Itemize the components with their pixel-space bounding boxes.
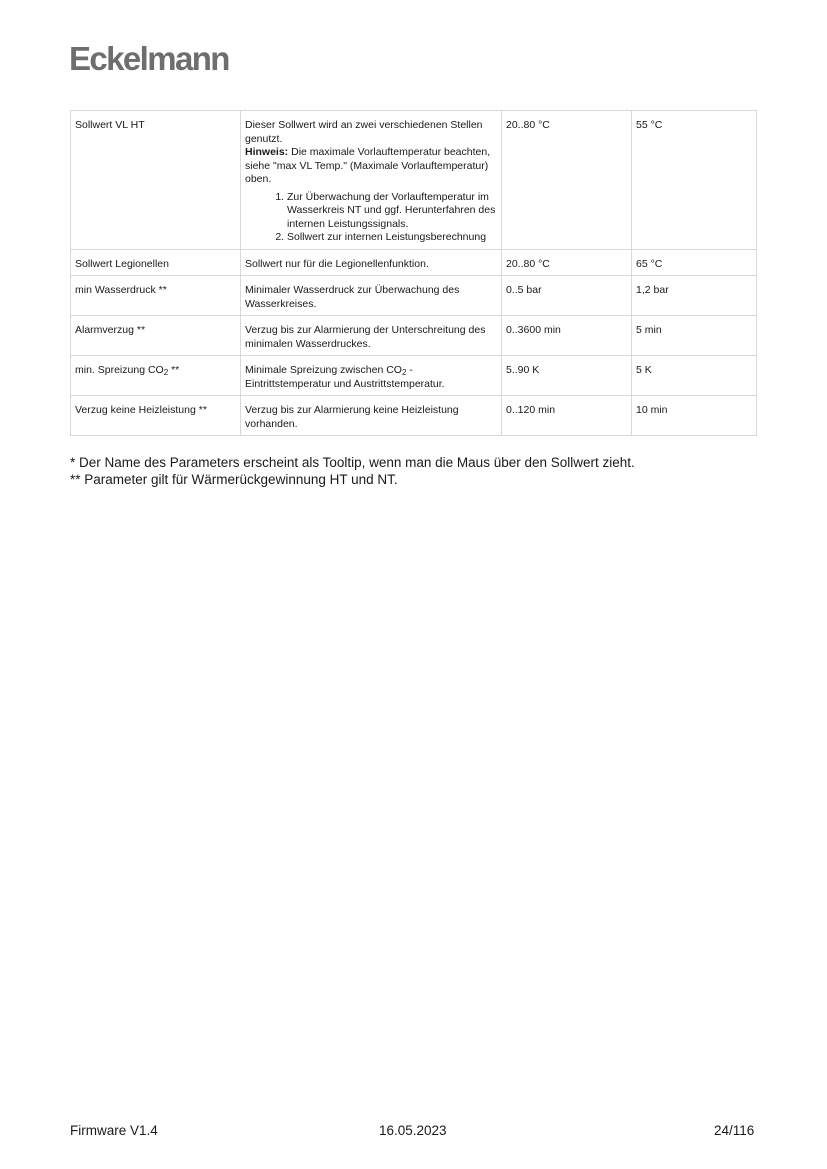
list-item: 2. Sollwert zur internen Leistungsberechnung (287, 231, 497, 245)
table-row (71, 276, 757, 316)
footnotes (70, 454, 635, 488)
param-name-cell: Sollwert VL HT (71, 111, 241, 250)
param-name-cell: Verzug keine Heizleistung ** (71, 396, 241, 436)
param-default-cell: 65 °C (632, 249, 757, 276)
table-row (71, 396, 757, 436)
footer-version: Firmware V1.4 (70, 1123, 158, 1138)
name-suffix: ** (168, 364, 180, 376)
table-row (71, 249, 757, 276)
subscript: 2 (163, 368, 169, 377)
param-range-cell: 20..80 °C (502, 111, 632, 250)
footnote: ** Parameter gilt für Wärmerückgewinnung HT und NT. (70, 472, 398, 487)
param-name-cell: Alarmverzug ** (71, 316, 241, 356)
param-default-cell: 10 min (632, 396, 757, 436)
footer-page-number: 24/116 (714, 1123, 755, 1138)
param-range-cell: 0..5 bar (502, 276, 632, 316)
param-name-cell (71, 356, 241, 396)
param-range-cell: 0..3600 min (502, 316, 632, 356)
param-default-cell: 5 K (632, 356, 757, 396)
param-description-cell: Verzug bis zur Alarmierung keine Heizleistung vorhanden. (241, 396, 502, 436)
description-intro: Dieser Sollwert wird an zwei verschiedenen Stellen genutzt. (245, 119, 483, 145)
param-default-cell: 55 °C (632, 111, 757, 250)
company-logo: Eckelmann (69, 40, 229, 77)
description-steps (245, 191, 497, 245)
note-label: Hinweis: (245, 146, 289, 158)
table-row (71, 111, 757, 250)
param-description-cell (241, 356, 502, 396)
param-description-cell: Minimaler Wasserdruck zur Überwachung des Wasserkreises. (241, 276, 502, 316)
subscript: 2 (401, 368, 407, 377)
description-note (245, 146, 497, 187)
name-text: min. Spreizung CO (75, 364, 164, 376)
param-name-cell: Sollwert Legionellen (71, 249, 241, 276)
param-range-cell: 5..90 K (502, 356, 632, 396)
desc-text: Minimale Spreizung zwischen CO (245, 364, 402, 376)
desc-text-end: - Eintrittstemperatur und Austrittstemperatur. (245, 364, 445, 390)
footnote: * Der Name des Parameters erscheint als Tooltip, wenn man die Maus über den Sollwert zieht. (70, 455, 635, 470)
param-default-cell: 1,2 bar (632, 276, 757, 316)
table-row (71, 316, 757, 356)
list-item: 1. Zur Überwachung der Vorlauftemperatur im Wasserkreis NT und ggf. Herunterfahren des internen Leistungssignals. (287, 191, 497, 232)
footer-date: 16.05.2023 (379, 1123, 447, 1138)
param-description-cell: Sollwert nur für die Legionellenfunktion. (241, 249, 502, 276)
param-default-cell: 5 min (632, 316, 757, 356)
table-row (71, 356, 757, 396)
note-text: Die maximale Vorlauftemperatur beachten, siehe "max VL Temp." (Maximale Vorlauftemperatur) oben. (245, 146, 491, 185)
param-description-cell: Verzug bis zur Alarmierung der Unterschreitung des minimalen Wasserdruckes. (241, 316, 502, 356)
parameter-table (70, 110, 757, 436)
param-range-cell: 20..80 °C (502, 249, 632, 276)
param-range-cell: 0..120 min (502, 396, 632, 436)
param-description-cell (241, 111, 502, 250)
param-name-cell: min Wasserdruck ** (71, 276, 241, 316)
